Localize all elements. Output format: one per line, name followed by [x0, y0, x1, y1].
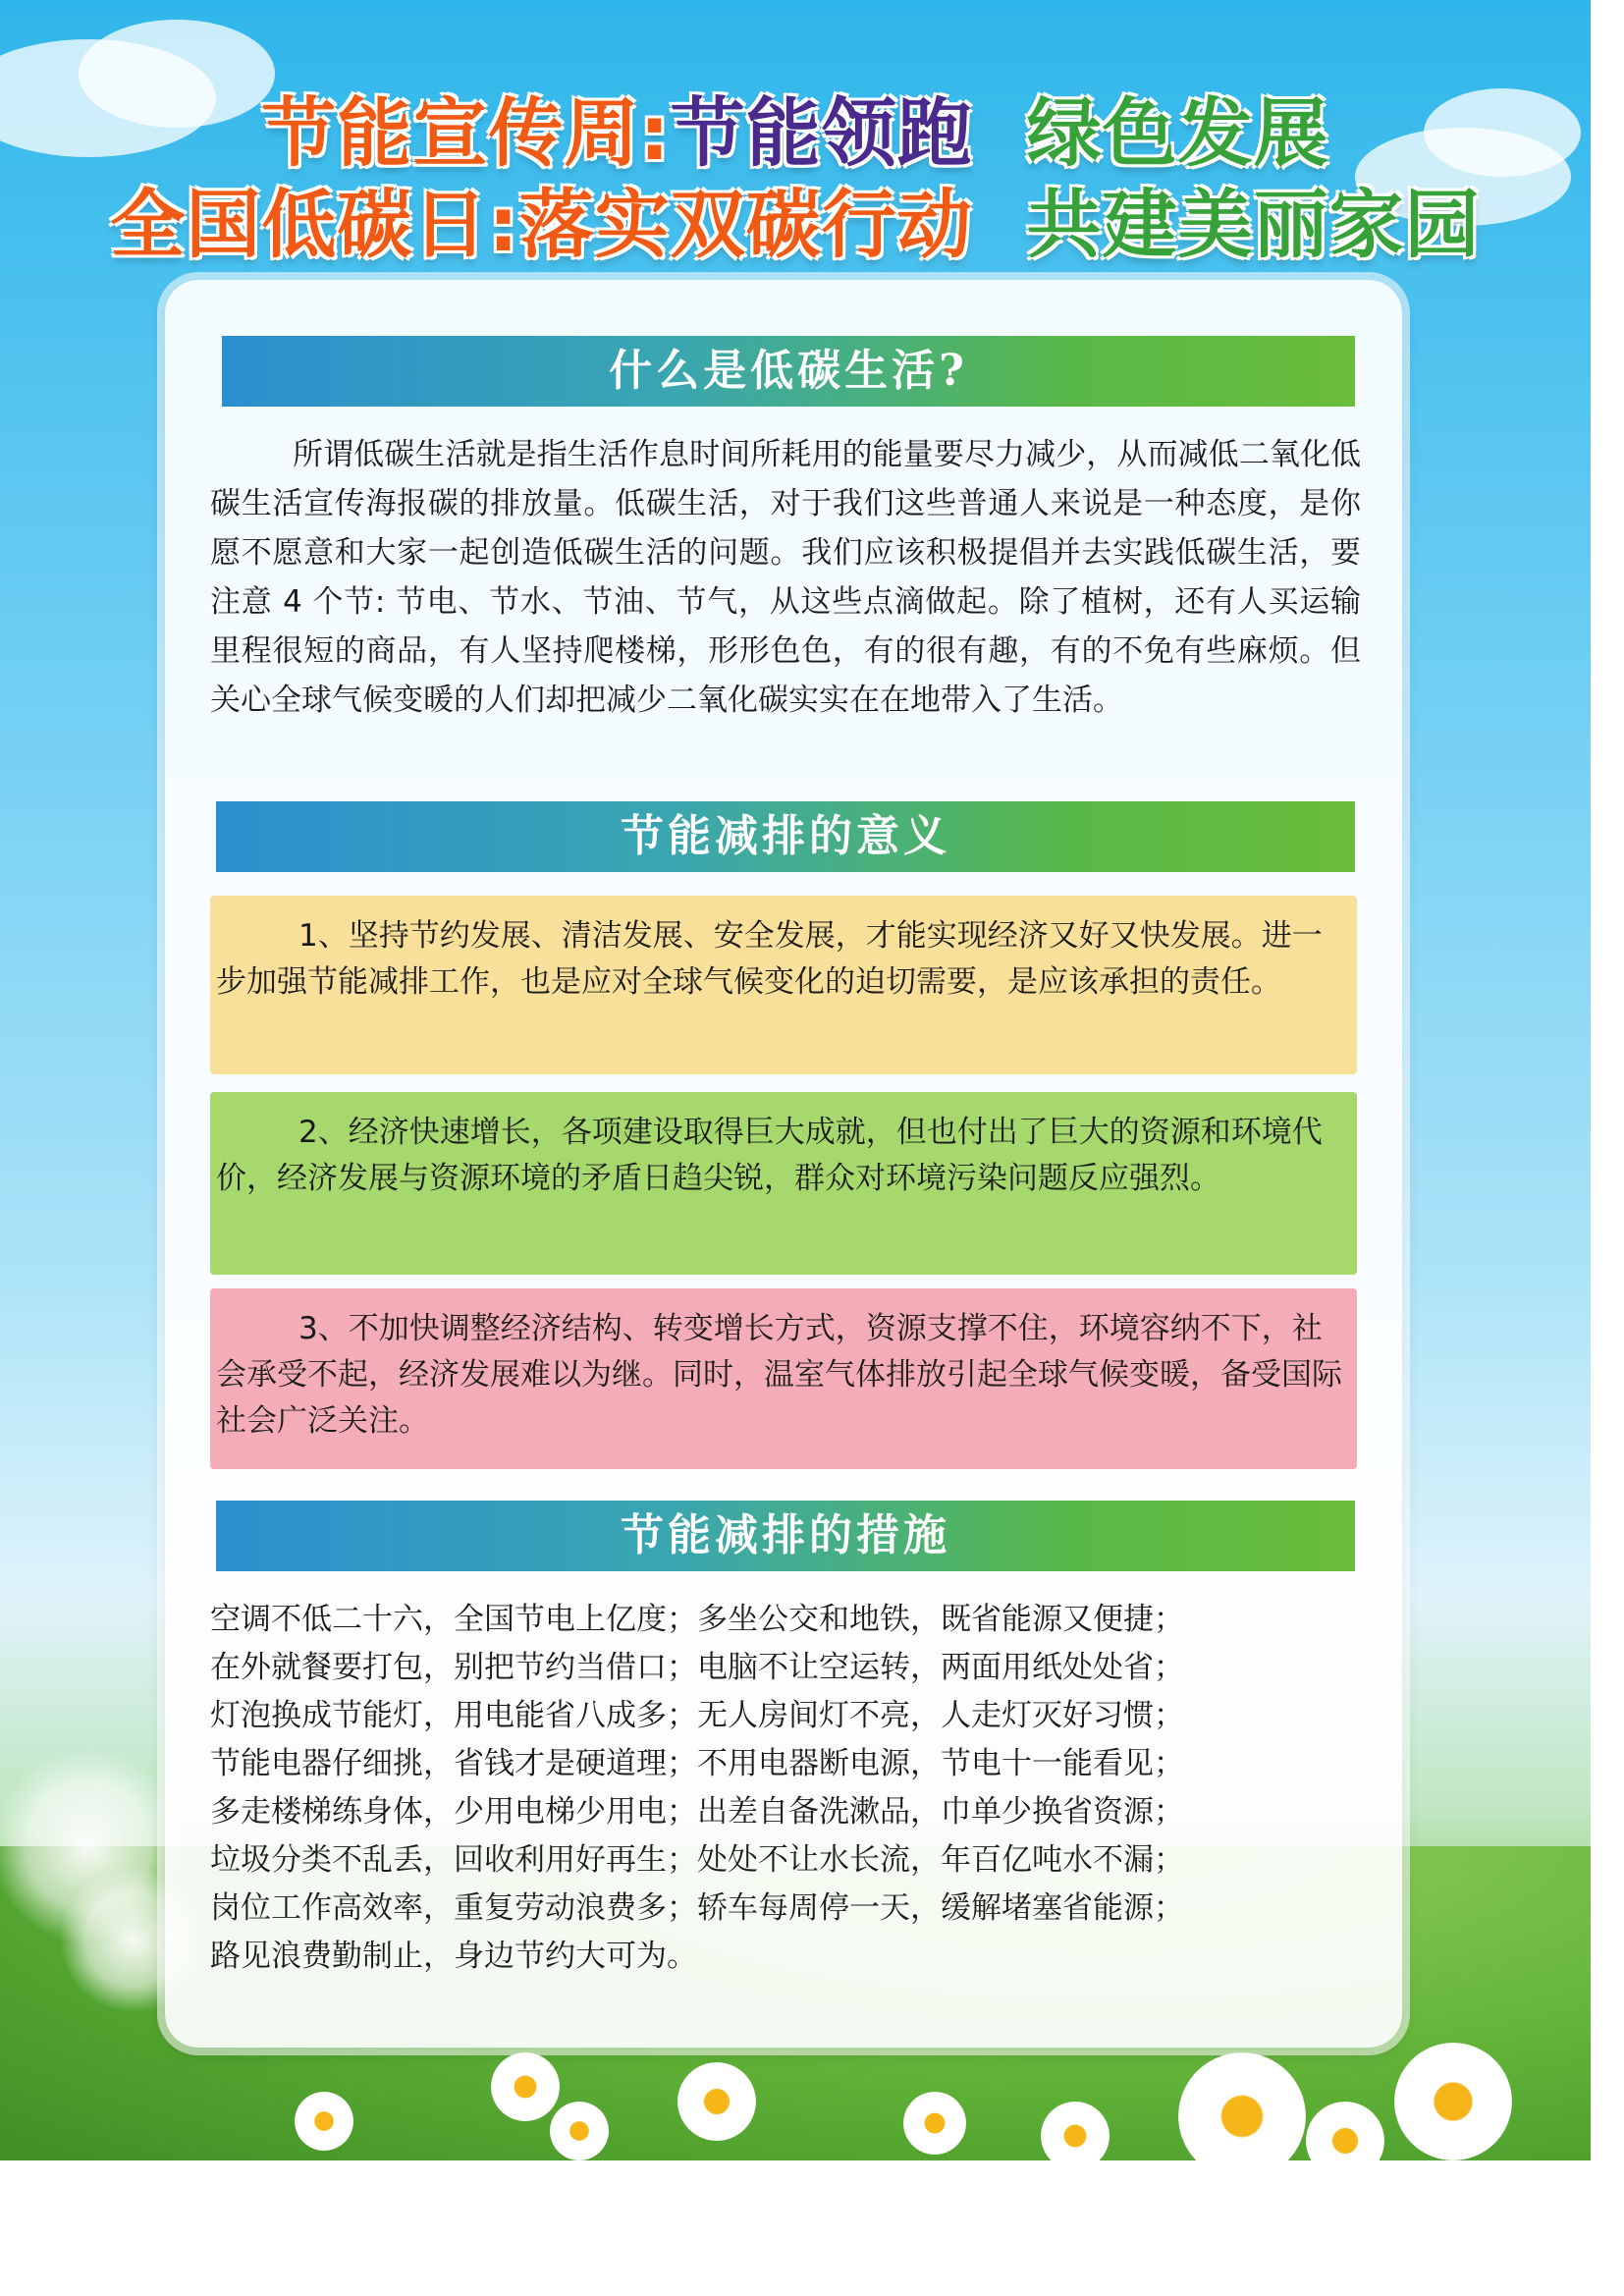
section-body-low-carbon	[210, 430, 1361, 725]
measures-line: 路见浪费勤制止，身边节约大可为。	[210, 1939, 697, 1974]
daisy-icon	[903, 2092, 966, 2155]
title-line2-part1: 全国低碳日:	[110, 181, 519, 268]
title-line1-part1: 节能宣传周:	[261, 89, 671, 177]
significance-text-1: 1、坚持节约发展、清洁发展、安全发展，才能实现经济又好又快发展。进一步加强节能减排工作，也是应对全球气候变化的迫切需要，是应该承担的责任。	[216, 918, 1323, 1000]
section-heading-significance: 节能减排的意义	[216, 801, 1355, 872]
title-line1-part2: 节能领跑	[670, 89, 973, 177]
significance-item-2	[210, 1092, 1357, 1275]
low-carbon-text: 所谓低碳生活就是指生活作息时间所耗用的能量要尽力减少，从而减低二氧化低碳生活宣传海报碳的排放量。低碳生活，对于我们这些普通人来说是一种态度，是你愿不愿意和大家一起创造低碳生活的问题。我们应该积极提倡并去实践低碳生活，要注意 4 个节: 节电、节水、节油、节气，从这些点滴做起。除了植树，还有人买运输里程很短的商品，有人坚持爬楼梯，形形色色，有的很有趣，有的不免有些麻烦。但关心全球气候变暖的人们却把减少二氧化碳实实在在地带入了生活。	[210, 437, 1361, 718]
daisy-icon	[1394, 2043, 1512, 2160]
measures-line: 空调不低二十六，全国节电上亿度；多坐公交和地铁，既省能源又便捷；	[210, 1602, 1184, 1637]
measures-line: 灯泡换成节能灯，用电能省八成多；无人房间灯不亮，人走灯灭好习惯；	[210, 1698, 1184, 1733]
significance-text-2: 2、经济快速增长，各项建设取得巨大成就，但也付出了巨大的资源和环境代价，经济发展与资源环境的矛盾日趋尖锐，群众对环境污染问题反应强烈。	[216, 1115, 1323, 1196]
significance-text-3: 3、不加快调整经济结构、转变增长方式，资源支撑不住，环境容纳不下，社会承受不起，经济发展难以为继。同时，温室气体排放引起全球气候变暖，备受国际社会广泛关注。	[216, 1311, 1342, 1439]
title-line2-part3: 共建美丽家园	[1026, 181, 1481, 268]
measures-line: 多走楼梯练身体，少用电梯少用电；出差自备洗漱品，巾单少换省资源；	[210, 1794, 1184, 1830]
measures-line: 在外就餐要打包，别把节约当借口；电脑不让空运转，两面用纸处处省；	[210, 1650, 1184, 1685]
daisy-icon	[491, 2052, 560, 2121]
daisy-icon	[677, 2062, 756, 2141]
significance-item-1	[210, 896, 1357, 1074]
daisy-icon	[295, 2092, 353, 2151]
section-heading-low-carbon: 什么是低碳生活?	[222, 336, 1355, 407]
title-line2-part2: 落实双碳行动	[518, 181, 973, 268]
measures-line: 垃圾分类不乱丢，回收利用好再生；处处不让水长流，年百亿吨水不漏；	[210, 1842, 1184, 1878]
measures-verse	[210, 1596, 1359, 1981]
title-line1-part3: 绿色发展	[1026, 89, 1329, 177]
significance-item-3	[210, 1288, 1357, 1469]
measures-line: 节能电器仔细挑，省钱才是硬道理；不用电器断电源，节电十一能看见；	[210, 1746, 1184, 1781]
daisy-icon	[550, 2102, 609, 2160]
section-heading-measures: 节能减排的措施	[216, 1501, 1355, 1571]
poster-title-line2	[0, 165, 1591, 272]
measures-line: 岗位工作高效率，重复劳动浪费多；轿车每周停一天，缓解堵塞省能源；	[210, 1890, 1184, 1926]
